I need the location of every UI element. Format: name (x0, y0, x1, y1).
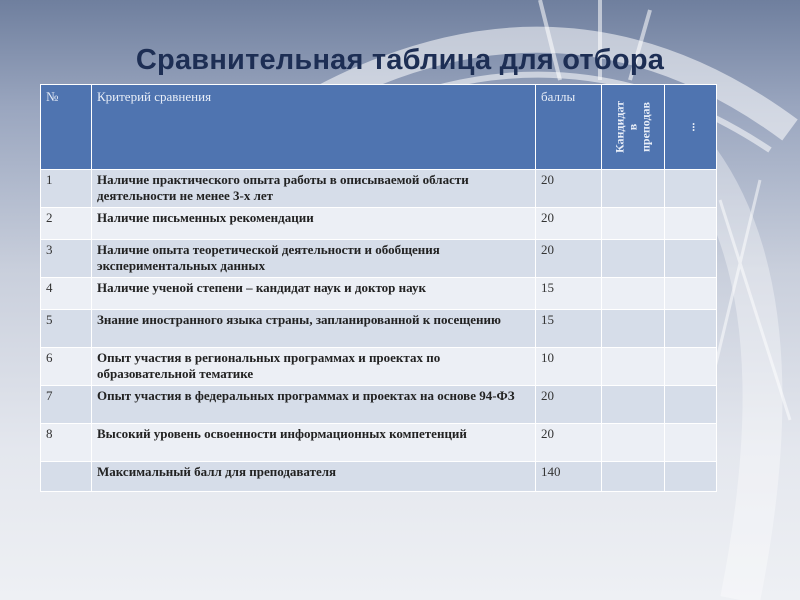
total-criterion: Максимальный балл для преподавателя (92, 462, 536, 492)
page-title: Сравнительная таблица для отбора (135, 44, 665, 76)
row-more-cell (665, 240, 717, 278)
total-points: 140 (536, 462, 602, 492)
header-criterion: Критерий сравнения (92, 85, 536, 170)
row-points: 10 (536, 348, 602, 386)
row-number: 3 (41, 240, 92, 278)
table-row (41, 208, 717, 240)
row-more-cell (665, 310, 717, 348)
row-candidate-cell (602, 170, 665, 208)
row-candidate-cell (602, 278, 665, 310)
total-candidate-cell (602, 462, 665, 492)
row-points: 15 (536, 278, 602, 310)
row-number: 4 (41, 278, 92, 310)
row-number: 8 (41, 424, 92, 462)
table-row (41, 170, 717, 208)
comparison-table (40, 84, 717, 492)
row-candidate-cell (602, 310, 665, 348)
row-candidate-cell (602, 240, 665, 278)
row-more-cell (665, 208, 717, 240)
row-number: 6 (41, 348, 92, 386)
row-criterion: Опыт участия в региональных программах и проектах по образовательной тематике (92, 348, 536, 386)
row-number: 2 (41, 208, 92, 240)
row-criterion: Наличие ученой степени – кандидат наук и доктор наук (92, 278, 536, 310)
header-number: № (41, 85, 92, 170)
row-points: 20 (536, 386, 602, 424)
row-criterion: Наличие практического опыта работы в описываемой области деятельности не менее 3-х лет (92, 170, 536, 208)
row-points: 20 (536, 208, 602, 240)
header-candidate-line3: преподав (638, 101, 653, 153)
row-more-cell (665, 170, 717, 208)
table-total-row (41, 462, 717, 492)
header-points: баллы (536, 85, 602, 170)
header-more (665, 85, 717, 170)
row-more-cell (665, 386, 717, 424)
table-row (41, 424, 717, 462)
row-more-cell (665, 424, 717, 462)
row-points: 15 (536, 310, 602, 348)
table-row (41, 240, 717, 278)
row-criterion: Опыт участия в федеральных программах и проектах на основе 94-ФЗ (92, 386, 536, 424)
row-more-cell (665, 348, 717, 386)
total-more-cell (665, 462, 717, 492)
header-candidate-line1: Кандидат (612, 100, 627, 154)
table-row (41, 310, 717, 348)
row-number: 5 (41, 310, 92, 348)
row-candidate-cell (602, 386, 665, 424)
row-number: 1 (41, 170, 92, 208)
row-points: 20 (536, 240, 602, 278)
table-row (41, 386, 717, 424)
row-number: 7 (41, 386, 92, 424)
row-criterion: Наличие опыта теоретической деятельности и обобщения экспериментальных данных (92, 240, 536, 278)
table-header-row (41, 85, 717, 170)
row-candidate-cell (602, 348, 665, 386)
table-row (41, 348, 717, 386)
row-points: 20 (536, 170, 602, 208)
row-points: 20 (536, 424, 602, 462)
row-criterion: Наличие письменных рекомендации (92, 208, 536, 240)
row-candidate-cell (602, 424, 665, 462)
row-more-cell (665, 278, 717, 310)
header-candidate (602, 85, 665, 170)
table-row (41, 278, 717, 310)
header-candidate-line2: в (625, 123, 640, 131)
total-number (41, 462, 92, 492)
header-more-label: ... (683, 122, 697, 132)
row-criterion: Высокий уровень освоенности информационных компетенций (92, 424, 536, 462)
row-candidate-cell (602, 208, 665, 240)
row-criterion: Знание иностранного языка страны, запланированной к посещению (92, 310, 536, 348)
